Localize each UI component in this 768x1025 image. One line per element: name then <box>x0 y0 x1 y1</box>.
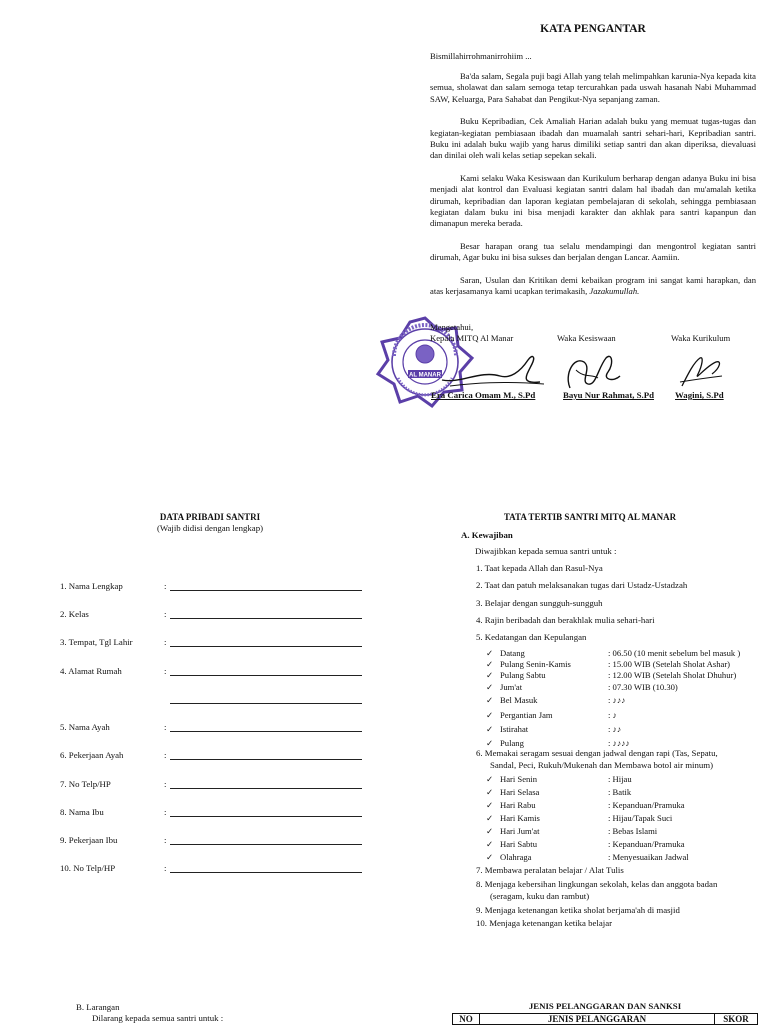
field-label: 2. Kelas <box>60 609 89 619</box>
field-colon: : <box>164 807 167 817</box>
kepala-title: Kepala MITQ Al Manar <box>430 333 514 343</box>
paragraph-1: Ba'da salam, Segala puji bagi Allah yang telah melimpahkan karunia-Nya kepada kita semua, sholawat dan salam semoga tetap tercurahkan pada uswah hasanah Nabi Muhammad SAW, Keluarga, Para Sahabat dan Pengikut-Nya sepanjang zaman. <box>430 71 756 104</box>
fill-line[interactable] <box>170 646 362 647</box>
salam-text: Bismillahirrohmanirrohiim ... <box>430 51 532 61</box>
rule-item-7: 7. Membawa peralatan belajar / Alat Tulis <box>476 865 624 875</box>
kurikulum-signature <box>676 352 726 392</box>
rule-item-6: 6. Memakai seragam sesuai dengan jadwal dengan rapi (Tas, Sepatu, <box>476 748 718 758</box>
field-label: 3. Tempat, Tgl Lahir <box>60 637 133 647</box>
field-pekerjaan-ayah <box>60 750 370 764</box>
fill-line[interactable] <box>170 731 362 732</box>
paragraph-3: Kami selaku Waka Kesiswaan dan Kurikulum berharap dengan adanya Buku ini bisa menjadi alat kontrol dan Evaluasi kegiatan santri dalam hal ibadah dan mu'amalah ketika dirumah, kepribadian dan laporan kegiatan pembelajaran di sekolah, sehingga pembiasaan kegiatan dalam buku ini bisa menjadi karakter dan akhlak para santri kapanpun dan dimanapun mereka berada. <box>430 172 756 229</box>
check-icon: ✓ <box>486 839 494 849</box>
field-colon: : <box>164 863 167 873</box>
paragraph-2: Buku Kepribadian, Cek Amaliah Harian adalah buku yang memuat tugas-tugas dan kegiatan-kegiatan pembiasaan ibadah dan muamalah santri sehari-hari, Kepribadian santri. Buku ini adalah buku wajib yang harus dimiliki setiap santri dan akan diperiksa, dievaluasi dan dinilai oleh wali kelas setiap sepekan sekali. <box>430 116 756 161</box>
field-colon: : <box>164 835 167 845</box>
check-icon: ✓ <box>486 670 494 680</box>
field-label: 6. Pekerjaan Ayah <box>60 750 124 760</box>
field-label: 5. Nama Ayah <box>60 722 110 732</box>
fill-line[interactable] <box>170 675 362 676</box>
field-colon: : <box>164 666 167 676</box>
field-tempat-tgl-lahir <box>60 637 370 651</box>
check-icon: ✓ <box>486 710 494 720</box>
kurikulum-title: Waka Kurikulum <box>671 333 731 343</box>
check-icon: ✓ <box>486 659 494 669</box>
bell-notes-icon: : ♪♪ <box>608 724 622 734</box>
kesiswaan-name: Bayu Nur Rahmat, S.Pd <box>563 390 655 400</box>
tata-tertib-title: TATA TERTIB SANTRI MITQ AL MANAR <box>503 512 677 522</box>
table-header-row <box>453 1014 758 1025</box>
kewajiban-intro: Diwajibkan kepada semua santri untuk : <box>475 546 617 556</box>
closing-italic: Jazakumullah. <box>589 286 640 297</box>
field-label: 7. No Telp/HP <box>60 779 111 789</box>
check-icon: ✓ <box>486 724 494 734</box>
pengantar-title: KATA PENGANTAR <box>540 23 646 35</box>
fill-line[interactable] <box>170 703 362 704</box>
pengantar-body <box>430 71 756 298</box>
data-pribadi-title: DATA PRIBADI SANTRI <box>159 512 261 522</box>
rule-item-9: 9. Menjaga ketenangan ketika sholat berjama'ah di masjid <box>476 905 680 915</box>
header-jenis-pelanggaran: JENIS PELANGGARAN <box>480 1014 715 1025</box>
sanksi-table <box>452 1013 758 1025</box>
rule-item-2: 2. Taat dan patuh melaksanakan tugas dari Ustadz-Ustadzah <box>476 580 688 590</box>
field-alamat-rumah-cont <box>60 694 370 708</box>
check-icon: ✓ <box>486 852 494 862</box>
section-a-heading: A. Kewajiban <box>461 530 513 540</box>
kesiswaan-signature <box>562 348 624 394</box>
field-label: 8. Nama Ibu <box>60 807 104 817</box>
fill-line[interactable] <box>170 872 362 873</box>
field-nama-ayah <box>60 722 370 736</box>
field-label: 10. No Telp/HP <box>60 863 116 873</box>
field-colon: : <box>164 722 167 732</box>
fill-line[interactable] <box>170 788 362 789</box>
mengetahui-label: Mengetahui, <box>430 322 474 332</box>
header-skor: SKOR <box>715 1014 758 1025</box>
field-nama-lengkap <box>60 581 370 595</box>
larangan-intro: Dilarang kepada semua santri untuk : <box>92 1013 224 1023</box>
fill-line[interactable] <box>170 844 362 845</box>
field-no-telp-ayah <box>60 779 370 793</box>
fill-line[interactable] <box>170 618 362 619</box>
fill-line[interactable] <box>170 590 362 591</box>
check-icon: ✓ <box>486 648 494 658</box>
sanksi-title: JENIS PELANGGARAN DAN SANKSI <box>528 1001 682 1011</box>
bell-notes-icon: : ♪♪♪ <box>608 695 626 705</box>
field-alamat-rumah <box>60 666 370 680</box>
rule-item-8-cont: (seragam, kuku dan rambut) <box>490 891 590 901</box>
check-icon: ✓ <box>486 787 494 797</box>
field-no-telp-ibu <box>60 863 370 877</box>
kurikulum-name: Wagini, S.Pd <box>675 390 724 400</box>
field-nama-ibu <box>60 807 370 821</box>
field-label: 9. Pekerjaan Ibu <box>60 835 118 845</box>
fill-line[interactable] <box>170 759 362 760</box>
rule-item-6-cont: Sandal, Peci, Rukuh/Mukenah dan Membawa botol air minum) <box>490 760 714 770</box>
check-icon: ✓ <box>486 813 494 823</box>
check-icon: ✓ <box>486 774 494 784</box>
bell-notes-icon: : ♪ <box>608 710 617 720</box>
paragraph-5: Saran, Usulan dan Kritikan demi kebaikan program ini sangat kami harapkan, dan atas kerjasamanya kami ucapkan terimakasih, Jazakumullah. <box>430 274 756 297</box>
field-colon: : <box>164 779 167 789</box>
check-icon: ✓ <box>486 695 494 705</box>
rule-item-10: 10. Menjaga ketenangan ketika belajar <box>476 918 613 928</box>
field-colon: : <box>164 750 167 760</box>
rule-item-3: 3. Belajar dengan sungguh-sungguh <box>476 598 603 608</box>
rule-item-8: 8. Menjaga kebersihan lingkungan sekolah, kelas dan anggota badan <box>476 879 718 889</box>
field-kelas <box>60 609 370 623</box>
kepala-name: Era Carica Omam M., S.Pd <box>431 390 536 400</box>
rule-item-5: 5. Kedatangan dan Kepulangan <box>476 632 587 642</box>
rule-item-1: 1. Taat kepada Allah dan Rasul-Nya <box>476 563 603 573</box>
rule-item-4: 4. Rajin beribadah dan berakhlak mulia sehari-hari <box>476 615 655 625</box>
check-icon: ✓ <box>486 738 494 748</box>
kesiswaan-title: Waka Kesiswaan <box>557 333 616 343</box>
paragraph-4: Besar harapan orang tua selalu mendampingi dan mengontrol kegiatan santri dirumah, Agar buku ini bisa sukses dan berjalan dengan Lancar. Aamiin. <box>430 240 756 263</box>
fill-line[interactable] <box>170 816 362 817</box>
field-label: 1. Nama Lengkap <box>60 581 123 591</box>
field-label: 4. Alamat Rumah <box>60 666 122 676</box>
header-no: NO <box>453 1014 480 1025</box>
field-pekerjaan-ibu <box>60 835 370 849</box>
field-colon: : <box>164 609 167 619</box>
check-icon: ✓ <box>486 800 494 810</box>
bell-notes-icon: : ♪♪♪♪ <box>608 738 630 748</box>
stamp-label: AL MANAR <box>409 372 441 379</box>
field-colon: : <box>164 581 167 591</box>
data-pribadi-subtitle: (Wajib didisi dengan lengkap) <box>156 523 264 533</box>
kepala-signature <box>440 350 550 392</box>
check-icon: ✓ <box>486 826 494 836</box>
check-icon: ✓ <box>486 682 494 692</box>
section-b-heading: B. Larangan <box>76 1002 120 1012</box>
field-colon: : <box>164 637 167 647</box>
